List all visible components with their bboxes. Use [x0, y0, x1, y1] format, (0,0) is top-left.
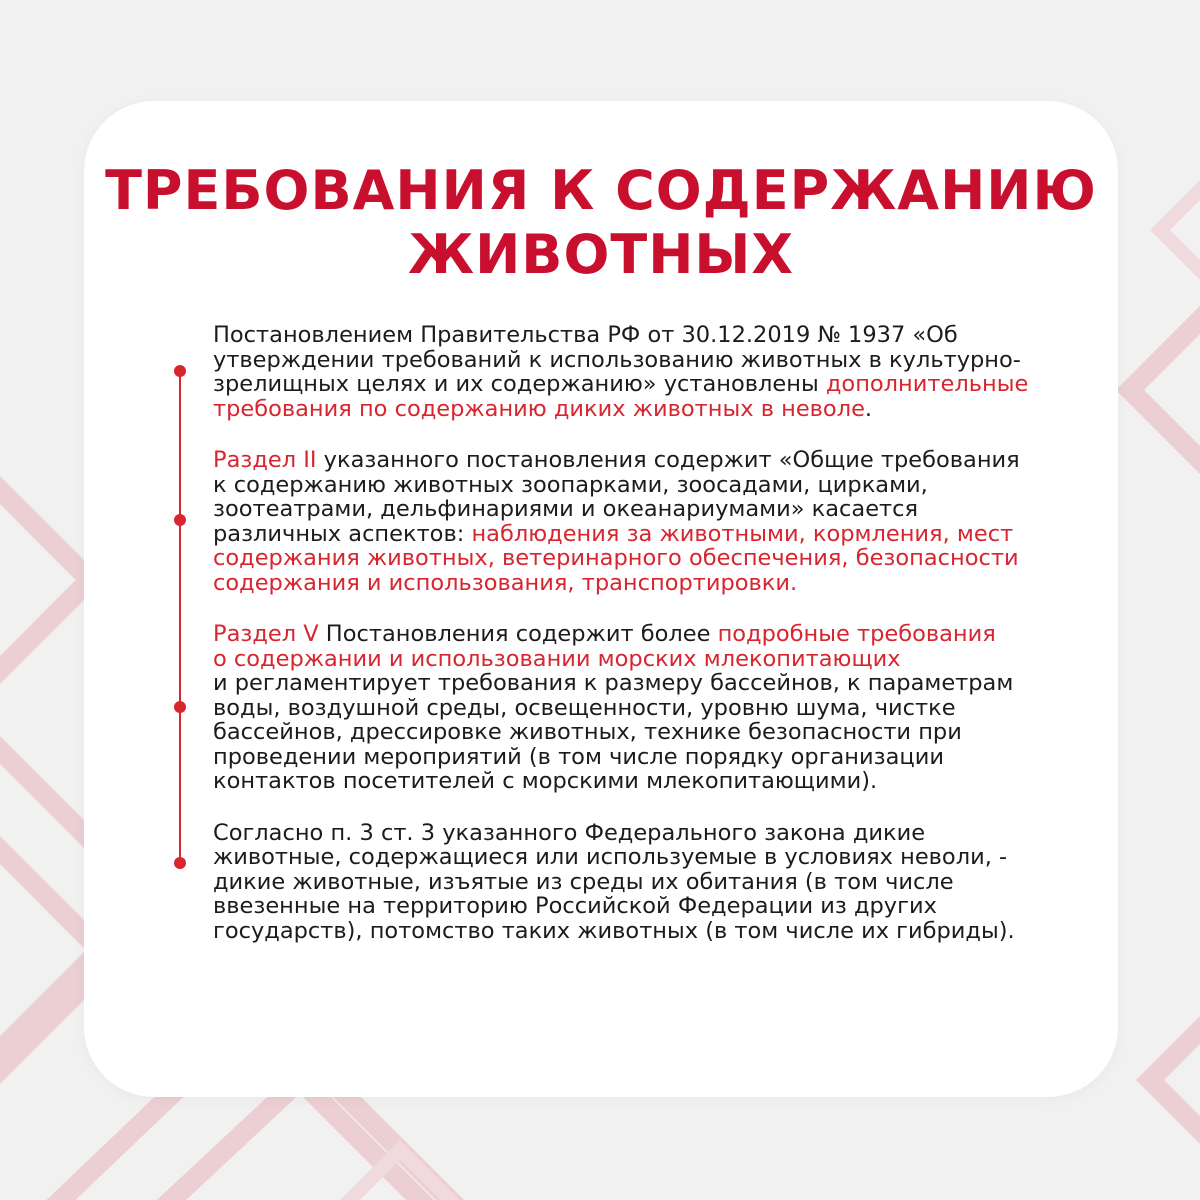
highlighted-text: требования по содержанию диких животных в неволе — [213, 395, 865, 422]
paragraph — [213, 821, 1093, 944]
highlighted-text: дополнительные — [825, 371, 1029, 397]
paragraph — [213, 448, 1093, 595]
paragraph-list — [213, 323, 1093, 970]
timeline-dot-3 — [174, 701, 186, 713]
body-text: бассейнов, дрессировке животных, технике безопасности при — [213, 719, 962, 745]
body-text: и регламентирует требования к размеру бассейнов, к параметрам — [213, 670, 1014, 696]
body-text: ввезенные на территорию Российской Федерации из других — [213, 893, 937, 919]
timeline — [170, 371, 190, 871]
highlighted-text: содержания животных, ветеринарного обеспечения, безопасности — [213, 545, 1019, 571]
body-text: воды, воздушной среды, освещенности, уровню шума, чистке — [213, 694, 956, 721]
paragraph — [213, 323, 1093, 421]
highlighted-text: о содержании и использовании морских млекопитающих — [213, 645, 901, 672]
body-text: Согласно п. 3 ст. 3 указанного Федерального закона дикие — [213, 819, 926, 846]
body-text: контактов посетителей с морскими млекопитающими). — [213, 768, 878, 794]
body-text: зрелищных целях и их содержанию» установлены — [213, 371, 826, 397]
timeline-line — [179, 371, 181, 863]
title-line-2: ЖИВОТНЫХ — [408, 223, 794, 286]
body-text: Постановлением Правительства РФ от 30.12.2019 № 1937 «Об — [213, 322, 958, 348]
body-text: различных аспектов: — [213, 520, 472, 547]
body-text: дикие животные, изъятые из среды их обитания (в том числе — [213, 868, 954, 895]
timeline-dot-4 — [174, 857, 186, 869]
highlighted-text: Раздел II — [213, 447, 317, 473]
body-text: утверждении требований к использованию животных в культурно- — [213, 346, 1021, 373]
highlighted-text: содержания и использования, транспортировки. — [213, 569, 798, 596]
title-line-1: ТРЕБОВАНИЯ К СОДЕРЖАНИЮ — [105, 159, 1097, 222]
body-text: . — [864, 395, 873, 422]
body-text: Постановления содержит более — [318, 621, 718, 647]
timeline-dot-1 — [174, 365, 186, 377]
highlighted-text: подробные требования — [717, 621, 996, 647]
body-text: животные, содержащиеся или используемые в условиях неволи, - — [213, 844, 1008, 870]
paragraph — [213, 622, 1093, 794]
body-text: указанного постановления содержит «Общие требования — [316, 447, 1020, 473]
content-card — [84, 101, 1118, 1097]
body-text: к содержанию животных зоопарками, зоосадами, цирками, — [213, 471, 928, 498]
highlighted-text: Раздел V — [213, 621, 319, 647]
page-title — [84, 159, 1118, 287]
body-text: государств), потомство таких животных (в том числе их гибриды). — [213, 917, 1015, 944]
body-text: проведении мероприятий (в том числе порядку организации — [213, 743, 944, 770]
timeline-dot-2 — [174, 514, 186, 526]
highlighted-text: наблюдения за животными, кормления, мест — [471, 520, 1014, 547]
body-text: зоотеатрами, дельфинариями и океанариумами» касается — [213, 496, 919, 522]
